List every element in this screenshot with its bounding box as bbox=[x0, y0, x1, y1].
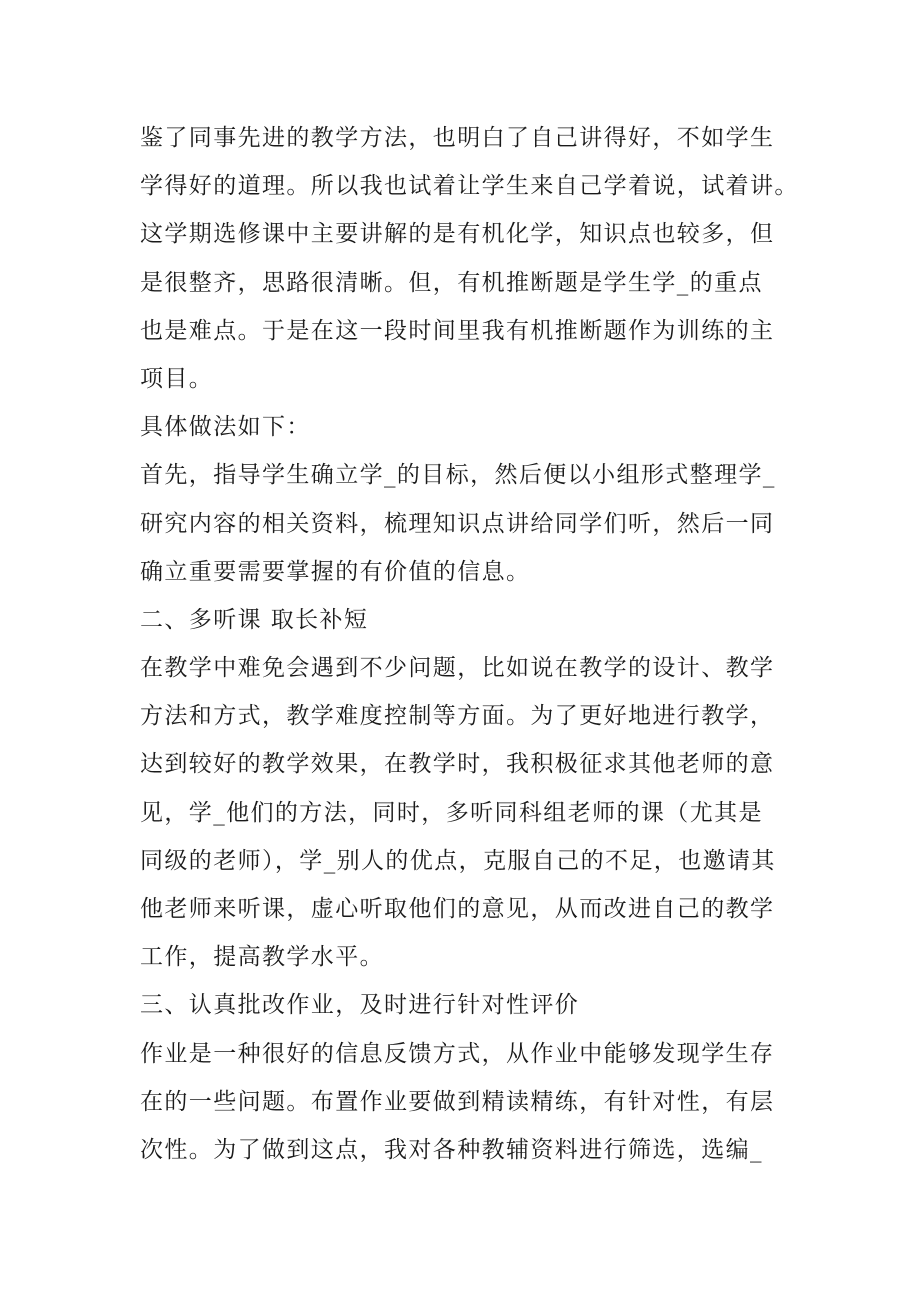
text-line: 达到较好的教学效果，在教学时，我积极征求其他老师的意 bbox=[140, 751, 775, 778]
text-line: 方法和方式，教学难度控制等方面。为了更好地进行教学， bbox=[140, 703, 775, 730]
text-line: 在教学中难免会遇到不少问题，比如说在教学的设计、教学 bbox=[140, 655, 775, 682]
document-body bbox=[140, 114, 799, 1174]
text-line: 这学期选修课中主要讲解的是有机化学，知识点也较多，但 bbox=[140, 221, 775, 248]
text-line: 确立重要需要掌握的有价值的信息。 bbox=[140, 558, 531, 585]
section-heading: 三、认真批改作业，及时进行针对性评价 bbox=[140, 992, 580, 1019]
text-line: 具体做法如下： bbox=[140, 414, 311, 441]
text-line: 次性。为了做到这点，我对各种教辅资料进行筛选，选编_ bbox=[140, 1136, 763, 1163]
text-line: 项目。 bbox=[140, 365, 214, 392]
text-line: 学得好的道理。所以我也试着让学生来自己学着说，试着讲。 bbox=[140, 173, 799, 200]
text-line: 是很整齐，思路很清晰。但，有机推断题是学生学_的重点 bbox=[140, 269, 763, 296]
text-line: 他老师来听课，虚心听取他们的意见，从而改进自己的教学 bbox=[140, 896, 775, 922]
text-line: 研究内容的相关资料，梳理知识点讲给同学们听，然后一同 bbox=[140, 510, 775, 537]
text-line: 鉴了同事先进的教学方法，也明白了自己讲得好，不如学生 bbox=[140, 125, 775, 151]
text-line: 也是难点。于是在这一段时间里我有机推断题作为训练的主 bbox=[140, 317, 775, 344]
text-line: 首先，指导学生确立学_的目标，然后便以小组形式整理学_ bbox=[140, 462, 776, 489]
text-line: 见，学_他们的方法，同时，多听同科组老师的课（尤其是 bbox=[140, 799, 763, 826]
text-line: 同级的老师），学_别人的优点，克服自己的不足，也邀请其 bbox=[140, 847, 776, 874]
section-heading: 二、多听课 取长补短 bbox=[140, 606, 369, 633]
text-line: 作业是一种很好的信息反馈方式，从作业中能够发现学生存 bbox=[140, 1040, 775, 1067]
text-line: 工作，提高教学水平。 bbox=[140, 944, 384, 971]
text-line: 在的一些问题。布置作业要做到精读精练，有针对性，有层 bbox=[140, 1088, 775, 1115]
